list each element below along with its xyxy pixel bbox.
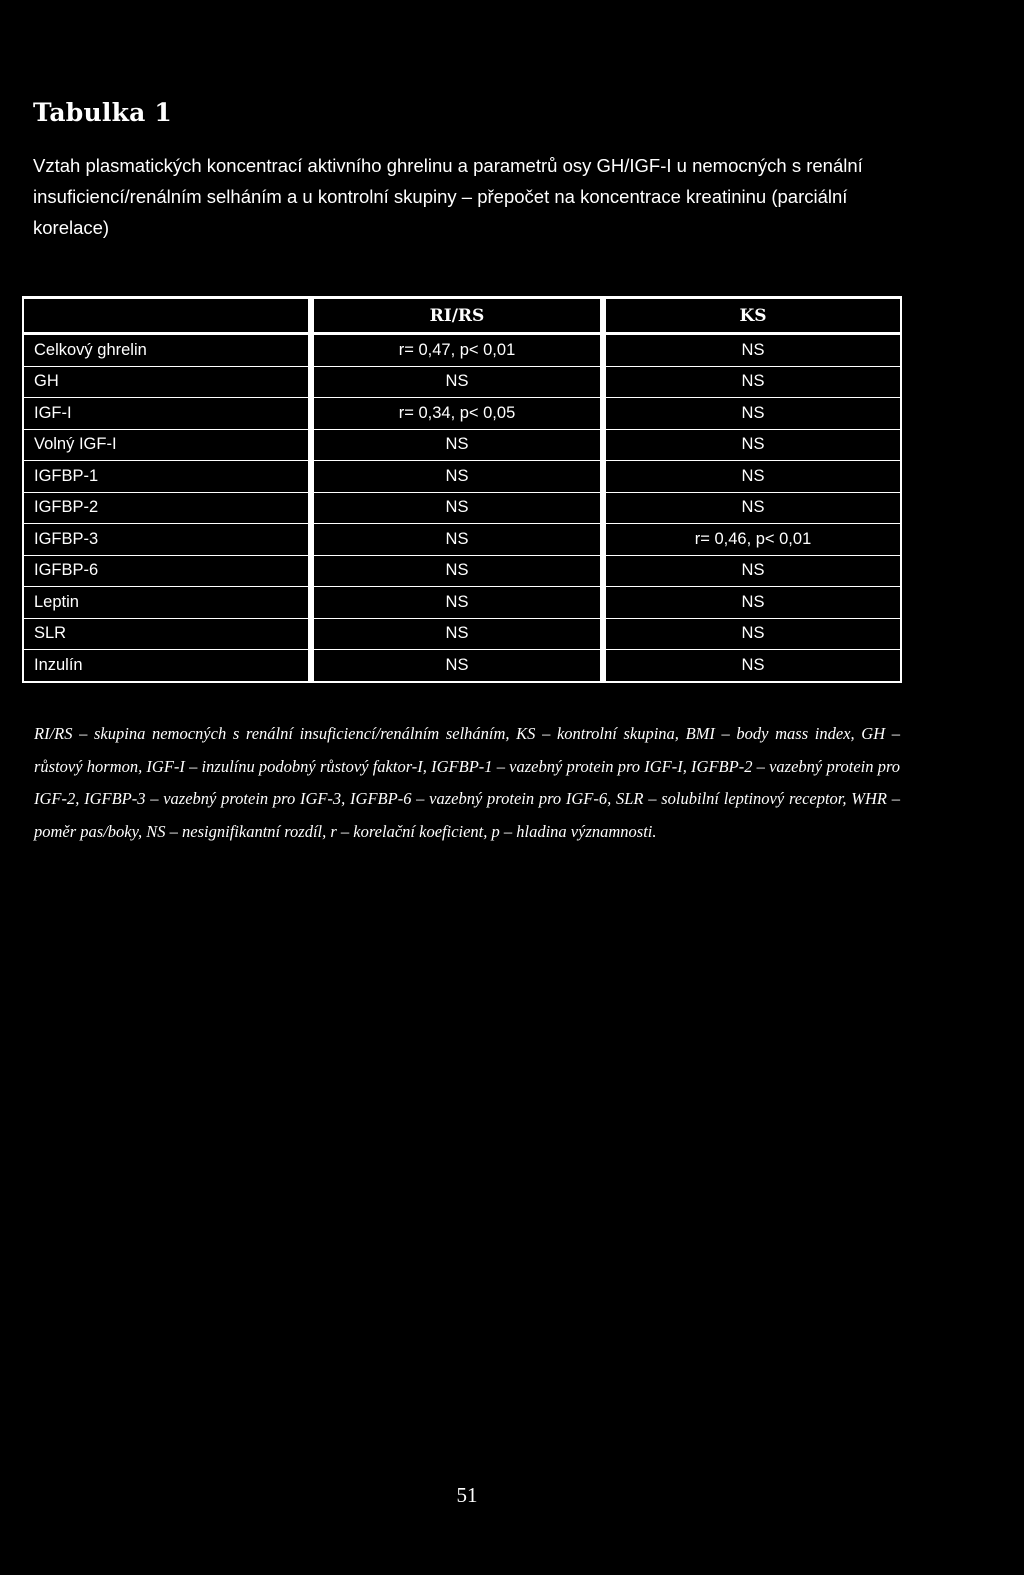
- table-legend: RI/RS – skupina nemocných s renální insuficiencí/renálním selháním, KS – kontrolní skupina, BMI – body mass index, GH – růstový hormon, IGF-I – inzulínu podobný růstový faktor-I, IGFBP-1 – vazebný protein pro IGF-I, IGFBP-2 – vazebný protein pro IGF-2, IGFBP-3 – vazebný protein pro IGF-3, IGFBP-6 – vazebný protein pro IGF-6, SLR – solubilní leptinový receptor, WHR – poměr pas/boky, NS – nesignifikantní rozdíl, r – korelační koeficient, p – hladina významnosti.: [34, 724, 900, 841]
- table-row: [22, 367, 902, 399]
- table-row: [22, 556, 902, 588]
- row-label: IGFBP-2: [22, 493, 314, 525]
- row-label: Leptin: [22, 587, 314, 619]
- cell-ri-rs: NS: [314, 556, 606, 588]
- row-label: IGF-I: [22, 398, 314, 430]
- cell-ks: NS: [606, 430, 902, 462]
- cell-ri-rs: NS: [314, 430, 606, 462]
- cell-ri-rs: r= 0,34, p< 0,05: [314, 398, 606, 430]
- cell-ri-rs: NS: [314, 524, 606, 556]
- row-label: GH: [22, 367, 314, 399]
- table-caption: Vztah plasmatických koncentrací aktivního ghrelinu a parametrů osy GH/IGF-I u nemocných s renální insuficiencí/renálním selháním a u kontrolní skupiny – přepočet na koncentrace kreatininu (parciální korelace): [33, 155, 863, 238]
- table-row: [22, 398, 902, 430]
- table-header-row: [22, 296, 902, 335]
- cell-ri-rs: NS: [314, 619, 606, 651]
- correlation-table: [22, 296, 902, 683]
- header-empty: [22, 296, 314, 335]
- row-label: IGFBP-1: [22, 461, 314, 493]
- table-title: Tabulka 1: [33, 98, 172, 127]
- row-label: SLR: [22, 619, 314, 651]
- cell-ks: r= 0,46, p< 0,01: [606, 524, 902, 556]
- cell-ri-rs: NS: [314, 493, 606, 525]
- cell-ks: NS: [606, 335, 902, 367]
- header-ks: KS: [606, 296, 902, 335]
- cell-ri-rs: NS: [314, 367, 606, 399]
- cell-ks: NS: [606, 650, 902, 683]
- cell-ri-rs: r= 0,47, p< 0,01: [314, 335, 606, 367]
- cell-ks: NS: [606, 367, 902, 399]
- row-label: Volný IGF-I: [22, 430, 314, 462]
- row-label: Celkový ghrelin: [22, 335, 314, 367]
- table-row: [22, 493, 902, 525]
- cell-ks: NS: [606, 493, 902, 525]
- table-row: [22, 587, 902, 619]
- cell-ri-rs: NS: [314, 587, 606, 619]
- cell-ks: NS: [606, 398, 902, 430]
- table-row: [22, 461, 902, 493]
- row-label: Inzulín: [22, 650, 314, 683]
- cell-ks: NS: [606, 556, 902, 588]
- row-label: IGFBP-6: [22, 556, 314, 588]
- header-ri-rs: RI/RS: [314, 296, 606, 335]
- cell-ks: NS: [606, 587, 902, 619]
- table-row: [22, 619, 902, 651]
- cell-ri-rs: NS: [314, 650, 606, 683]
- table-row: [22, 430, 902, 462]
- table-row: [22, 524, 902, 556]
- cell-ks: NS: [606, 619, 902, 651]
- cell-ks: NS: [606, 461, 902, 493]
- table-row: [22, 335, 902, 367]
- cell-ri-rs: NS: [314, 461, 606, 493]
- table-row: [22, 650, 902, 683]
- page-number: 51: [456, 1483, 478, 1507]
- row-label: IGFBP-3: [22, 524, 314, 556]
